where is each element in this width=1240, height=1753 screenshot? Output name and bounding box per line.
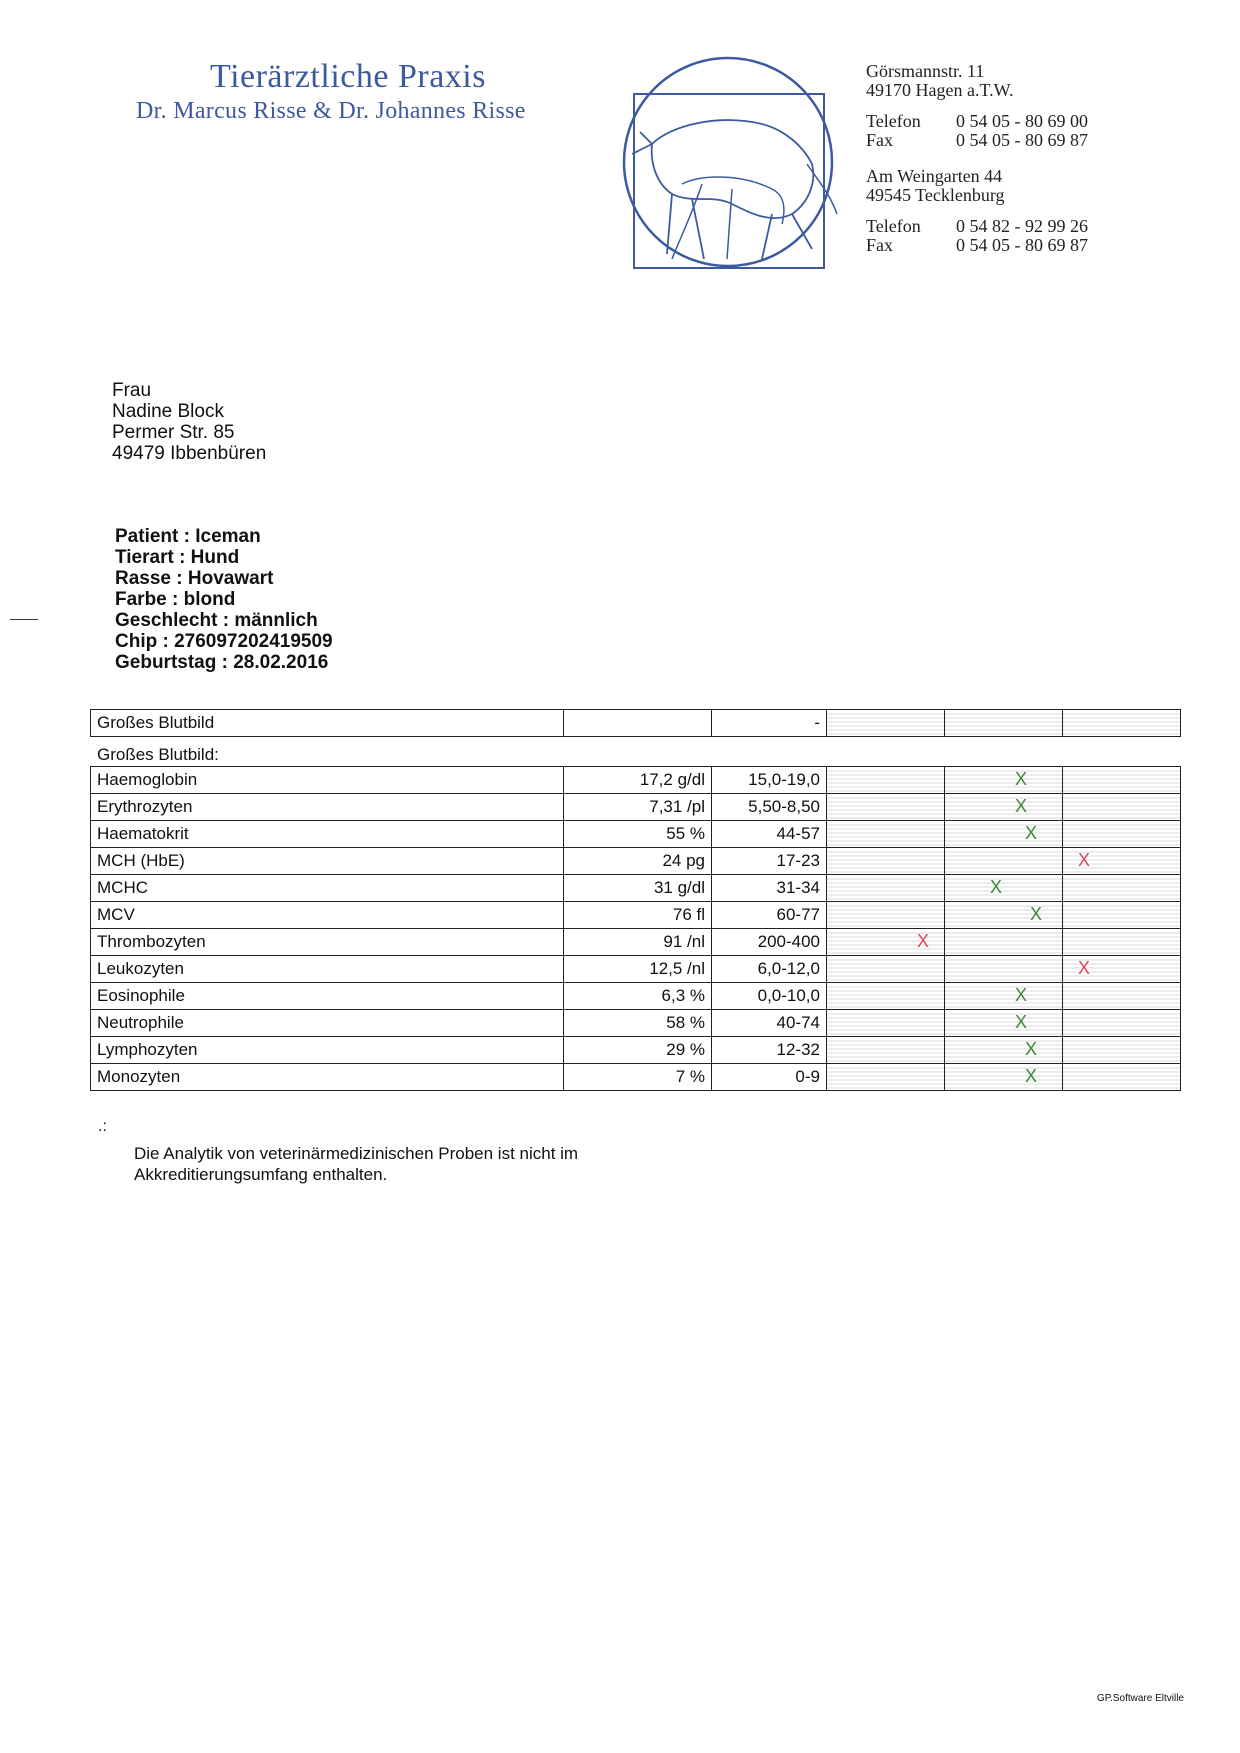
normal-check-mark: X [1025,1066,1038,1086]
test-name: Eosinophile [91,983,564,1010]
test-name: Neutrophile [91,1010,564,1037]
flag-normal [945,1064,1063,1091]
flag-normal [945,875,1063,902]
flag-high [1063,1037,1181,1064]
flag-low [827,794,945,821]
normal-check-mark: X [1015,985,1028,1005]
reference-range: 15,0-19,0 [712,767,827,794]
lab-row [91,1037,1181,1064]
flag-low [827,902,945,929]
flag-low [827,1037,945,1064]
lab-row [91,956,1181,983]
flag-normal [945,794,1063,821]
flag-high [1063,902,1181,929]
normal-check-mark: X [1025,1039,1038,1059]
lab-row [91,767,1181,794]
test-value: 76 fl [564,902,712,929]
section-label: Großes Blutbild: [97,745,219,764]
patient-info: Patient : Iceman Tierart : Hund Rasse : Hovawart Farbe : blond Geschlecht : männlich Chip : 276097202419509 Geburtstag : 28.02.2016 [115,526,333,673]
test-value: 7,31 /pl [564,794,712,821]
abnormal-mark: X [917,931,930,951]
reference-range: 0,0-10,0 [712,983,827,1010]
test-value: 7 % [564,1064,712,1091]
test-value: 29 % [564,1037,712,1064]
abnormal-mark: X [1078,958,1091,978]
test-value: 17,2 g/dl [564,767,712,794]
flag-normal [945,848,1063,875]
flag-low [827,1064,945,1091]
test-name: Haematokrit [91,821,564,848]
reference-range: 31-34 [712,875,827,902]
recipient-address: Frau Nadine Block Permer Str. 85 49479 Ibbenbüren [112,380,267,464]
test-name: MCV [91,902,564,929]
flag-high [1063,1010,1181,1037]
lab-row [91,983,1181,1010]
test-value: 24 pg [564,848,712,875]
flag-normal [945,956,1063,983]
horse-logo-icon [612,54,844,274]
test-value: 58 % [564,1010,712,1037]
test-name: Monozyten [91,1064,564,1091]
colon-mark: .: [98,1118,107,1135]
test-name: Lymphozyten [91,1037,564,1064]
flag-low [827,956,945,983]
test-value: 91 /nl [564,929,712,956]
lab-header-table: Großes Blutbild - [90,709,1181,737]
lab-row [91,794,1181,821]
flag-normal [945,821,1063,848]
flag-normal [945,767,1063,794]
reference-range: 40-74 [712,1010,827,1037]
test-name: MCH (HbE) [91,848,564,875]
lab-row [91,1010,1181,1037]
flag-high [1063,848,1181,875]
test-value: 31 g/dl [564,875,712,902]
lab-row [91,848,1181,875]
flag-high [1063,929,1181,956]
test-name: MCHC [91,875,564,902]
office-tecklenburg: Am Weingarten 44 49545 Tecklenburg Telefon 0 54 82 - 92 99 26 Fax 0 54 05 - 80 69 87 [866,166,1088,255]
reference-range: 60-77 [712,902,827,929]
flag-low [827,821,945,848]
flag-low [827,875,945,902]
lab-row [91,821,1181,848]
reference-range: 0-9 [712,1064,827,1091]
flag-normal [945,929,1063,956]
lab-row [91,875,1181,902]
normal-check-mark: X [1015,796,1028,816]
normal-check-mark: X [1025,823,1038,843]
test-value: 12,5 /nl [564,956,712,983]
flag-normal [945,1010,1063,1037]
normal-check-mark: X [1015,1012,1028,1032]
flag-low [827,767,945,794]
reference-range: 200-400 [712,929,827,956]
flag-normal [945,902,1063,929]
lab-row [91,1064,1181,1091]
test-name: Leukozyten [91,956,564,983]
test-name: Erythrozyten [91,794,564,821]
accreditation-note: Die Analytik von veterinärmedizinischen Proben ist nicht im Akkreditierungsumfang enthalten. [134,1144,579,1184]
reference-range: 17-23 [712,848,827,875]
flag-low [827,1010,945,1037]
normal-check-mark: X [1015,769,1028,789]
flag-high [1063,875,1181,902]
fold-mark [10,619,38,620]
normal-check-mark: X [990,877,1003,897]
lab-row [91,929,1181,956]
reference-range: 44-57 [712,821,827,848]
practice-doctors: Dr. Marcus Risse & Dr. Johannes Risse [136,98,526,124]
reference-range: 6,0-12,0 [712,956,827,983]
office-hagen: Görsmannstr. 11 49170 Hagen a.T.W. Telefon 0 54 05 - 80 69 00 Fax 0 54 05 - 80 69 87 [866,61,1088,150]
lab-row [91,902,1181,929]
reference-range: 5,50-8,50 [712,794,827,821]
test-value: 55 % [564,821,712,848]
practice-title: Tierärztliche Praxis [210,58,486,95]
test-value: 6,3 % [564,983,712,1010]
flag-normal [945,1037,1063,1064]
flag-high [1063,821,1181,848]
flag-normal [945,983,1063,1010]
flag-low [827,929,945,956]
abnormal-mark: X [1078,850,1091,870]
reference-range: 12-32 [712,1037,827,1064]
flag-low [827,983,945,1010]
flag-high [1063,956,1181,983]
flag-high [1063,794,1181,821]
flag-high [1063,767,1181,794]
test-name: Thrombozyten [91,929,564,956]
software-footer: GP.Software Eltville [1096,1693,1184,1704]
flag-low [827,848,945,875]
flag-high [1063,1064,1181,1091]
test-name: Haemoglobin [91,767,564,794]
blood-count-table [90,766,1181,1091]
flag-high [1063,983,1181,1010]
normal-check-mark: X [1030,904,1043,924]
